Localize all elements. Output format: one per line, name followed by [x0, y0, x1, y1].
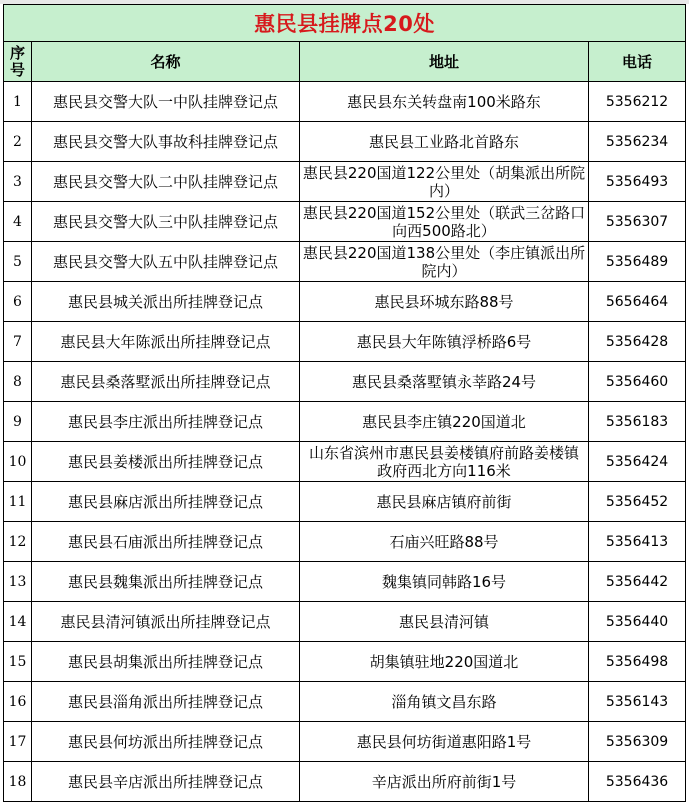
table-row	[4, 522, 686, 562]
header-row	[4, 42, 686, 82]
phone-cell: 5356413	[589, 522, 686, 562]
address-cell: 惠民县东关转盘南100米路东	[300, 82, 589, 122]
table-row	[4, 122, 686, 162]
phone-cell: 5656464	[589, 282, 686, 322]
table-row	[4, 82, 686, 122]
name-cell: 惠民县交警大队一中队挂牌登记点	[32, 82, 300, 122]
name-cell: 惠民县清河镇派出所挂牌登记点	[32, 602, 300, 642]
row-number-cell: 7	[4, 322, 32, 362]
row-number-cell: 16	[4, 682, 32, 722]
phone-cell: 5356489	[589, 242, 686, 282]
address-cell: 惠民县环城东路88号	[300, 282, 589, 322]
table-row	[4, 322, 686, 362]
phone-cell: 5356440	[589, 602, 686, 642]
name-cell: 惠民县桑落墅派出所挂牌登记点	[32, 362, 300, 402]
table-title: 惠民县挂牌点20处	[4, 5, 686, 42]
table-row	[4, 242, 686, 282]
phone-cell: 5356307	[589, 202, 686, 242]
title-row	[4, 5, 686, 42]
phone-cell: 5356143	[589, 682, 686, 722]
row-number-cell: 4	[4, 202, 32, 242]
row-number-cell: 5	[4, 242, 32, 282]
phone-cell: 5356424	[589, 442, 686, 482]
phone-cell: 5356183	[589, 402, 686, 442]
phone-cell: 5356442	[589, 562, 686, 602]
table-row	[4, 682, 686, 722]
name-cell: 惠民县何坊派出所挂牌登记点	[32, 722, 300, 762]
phone-cell: 5356460	[589, 362, 686, 402]
name-cell: 惠民县李庄派出所挂牌登记点	[32, 402, 300, 442]
address-cell: 惠民县220国道138公里处（李庄镇派出所院内）	[300, 242, 589, 282]
row-number-cell: 11	[4, 482, 32, 522]
phone-cell: 5356428	[589, 322, 686, 362]
phone-cell: 5356498	[589, 642, 686, 682]
table-row	[4, 442, 686, 482]
name-cell: 惠民县姜楼派出所挂牌登记点	[32, 442, 300, 482]
name-cell: 惠民县交警大队二中队挂牌登记点	[32, 162, 300, 202]
name-cell: 惠民县交警大队三中队挂牌登记点	[32, 202, 300, 242]
header-address: 地址	[300, 42, 589, 82]
header-phone: 电话	[589, 42, 686, 82]
row-number-cell: 18	[4, 762, 32, 802]
name-cell: 惠民县交警大队五中队挂牌登记点	[32, 242, 300, 282]
row-number-cell: 8	[4, 362, 32, 402]
address-cell: 胡集镇驻地220国道北	[300, 642, 589, 682]
row-number-cell: 6	[4, 282, 32, 322]
table-row	[4, 562, 686, 602]
name-cell: 惠民县城关派出所挂牌登记点	[32, 282, 300, 322]
address-cell: 惠民县清河镇	[300, 602, 589, 642]
address-cell: 山东省滨州市惠民县姜楼镇府前路姜楼镇政府西北方向116米	[300, 442, 589, 482]
registration-points-table	[3, 4, 686, 802]
table-row	[4, 282, 686, 322]
row-number-cell: 17	[4, 722, 32, 762]
name-cell: 惠民县胡集派出所挂牌登记点	[32, 642, 300, 682]
header-name: 名称	[32, 42, 300, 82]
address-cell: 惠民县工业路北首路东	[300, 122, 589, 162]
address-cell: 惠民县大年陈镇浮桥路6号	[300, 322, 589, 362]
table-row	[4, 722, 686, 762]
phone-cell: 5356212	[589, 82, 686, 122]
row-number-cell: 1	[4, 82, 32, 122]
table-row	[4, 762, 686, 802]
table-body	[4, 82, 686, 802]
phone-cell: 5356452	[589, 482, 686, 522]
address-cell: 惠民县桑落墅镇永莘路24号	[300, 362, 589, 402]
name-cell: 惠民县淄角派出所挂牌登记点	[32, 682, 300, 722]
row-number-cell: 3	[4, 162, 32, 202]
address-cell: 惠民县220国道152公里处（联武三岔路口向西500路北）	[300, 202, 589, 242]
row-number-cell: 2	[4, 122, 32, 162]
table-row	[4, 202, 686, 242]
address-cell: 惠民县李庄镇220国道北	[300, 402, 589, 442]
row-number-cell: 10	[4, 442, 32, 482]
address-cell: 魏集镇同韩路16号	[300, 562, 589, 602]
address-cell: 辛店派出所府前街1号	[300, 762, 589, 802]
address-cell: 惠民县何坊街道惠阳路1号	[300, 722, 589, 762]
phone-cell: 5356309	[589, 722, 686, 762]
phone-cell: 5356436	[589, 762, 686, 802]
address-cell: 惠民县麻店镇府前街	[300, 482, 589, 522]
name-cell: 惠民县麻店派出所挂牌登记点	[32, 482, 300, 522]
row-number-cell: 14	[4, 602, 32, 642]
spreadsheet	[3, 4, 685, 801]
phone-cell: 5356493	[589, 162, 686, 202]
row-number-cell: 9	[4, 402, 32, 442]
row-number-cell: 13	[4, 562, 32, 602]
table-row	[4, 482, 686, 522]
phone-cell: 5356234	[589, 122, 686, 162]
table-row	[4, 642, 686, 682]
table-row	[4, 362, 686, 402]
row-number-cell: 12	[4, 522, 32, 562]
address-cell: 石庙兴旺路88号	[300, 522, 589, 562]
address-cell: 淄角镇文昌东路	[300, 682, 589, 722]
table-row	[4, 602, 686, 642]
address-cell: 惠民县220国道122公里处（胡集派出所院内）	[300, 162, 589, 202]
table-row	[4, 162, 686, 202]
name-cell: 惠民县魏集派出所挂牌登记点	[32, 562, 300, 602]
header-no: 序号	[4, 42, 32, 82]
table-row	[4, 402, 686, 442]
name-cell: 惠民县石庙派出所挂牌登记点	[32, 522, 300, 562]
name-cell: 惠民县辛店派出所挂牌登记点	[32, 762, 300, 802]
name-cell: 惠民县大年陈派出所挂牌登记点	[32, 322, 300, 362]
name-cell: 惠民县交警大队事故科挂牌登记点	[32, 122, 300, 162]
row-number-cell: 15	[4, 642, 32, 682]
